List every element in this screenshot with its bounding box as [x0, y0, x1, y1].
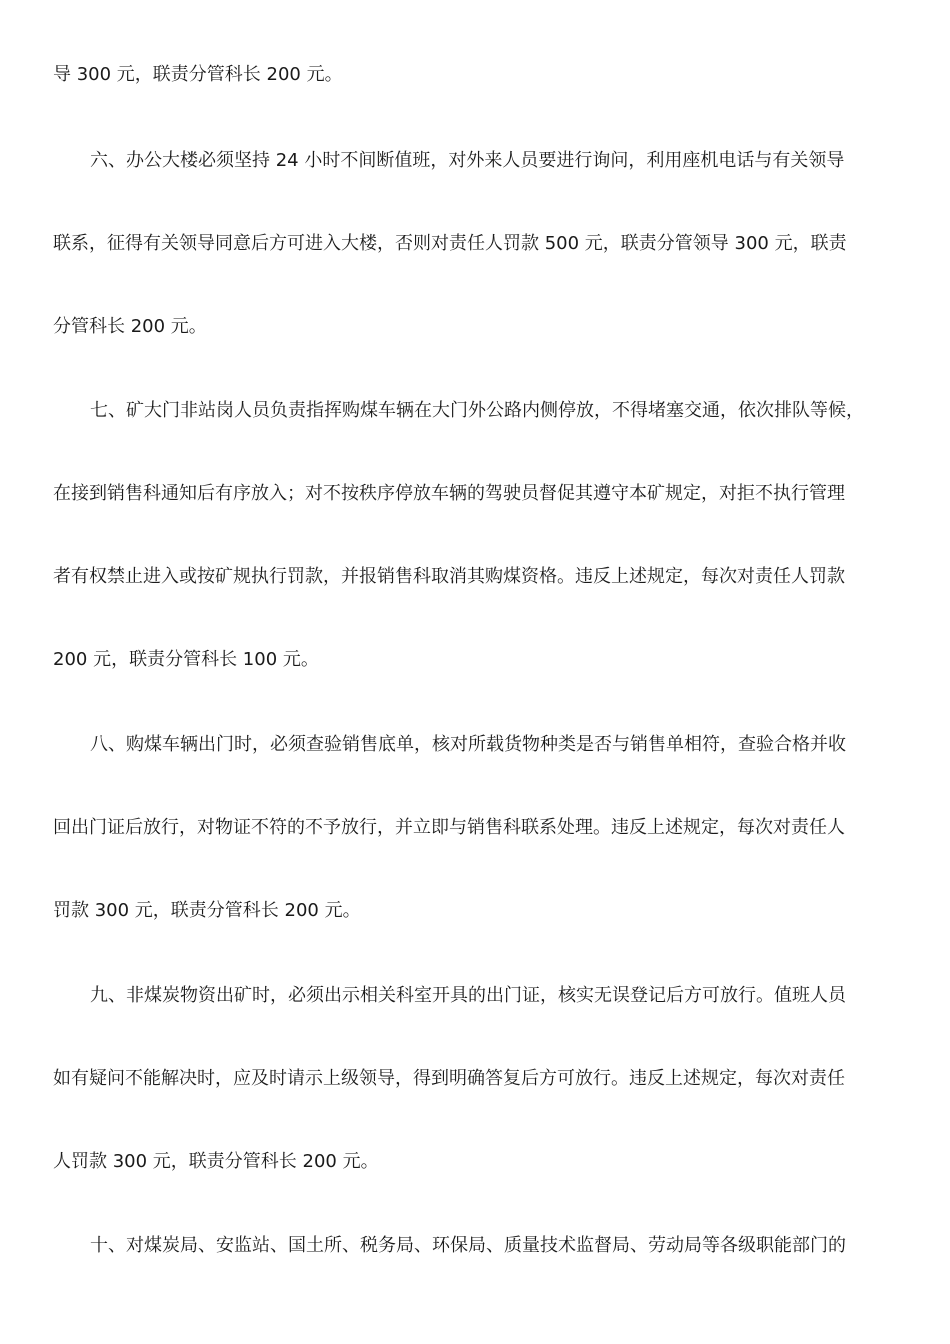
clause-9-line-2: 如有疑问不能解决时，应及时请示上级领导，得到明确答复后方可放行。违反上述规定，每次对责任 — [53, 1068, 845, 1089]
clause-8-line-1: 八、购煤车辆出门时，必须查验销售底单，核对所载货物种类是否与销售单相符，查验合格并收 — [90, 734, 846, 755]
clause-8-line-2: 回出门证后放行，对物证不符的不予放行，并立即与销售科联系处理。违反上述规定，每次对责任人 — [53, 817, 845, 838]
clause-7-line-2: 在接到销售科通知后有序放入；对不按秩序停放车辆的驾驶员督促其遵守本矿规定，对拒不执行管理 — [53, 483, 845, 504]
clause-7-line-3: 者有权禁止进入或按矿规执行罚款，并报销售科取消其购煤资格。违反上述规定，每次对责任人罚款 — [53, 566, 845, 587]
clause-7-line-4: 200 元，联责分管科长 100 元。 — [53, 649, 319, 670]
clause-6-line-2: 联系，征得有关领导同意后方可进入大楼，否则对责任人罚款 500 元，联责分管领导 300 元，联责 — [53, 233, 847, 254]
body-text-line: 导 300 元，联责分管科长 200 元。 — [53, 64, 343, 85]
clause-6-line-3: 分管科长 200 元。 — [53, 316, 207, 337]
clause-10-line-1: 十、对煤炭局、安监站、国土所、税务局、环保局、质量技术监督局、劳动局等各级职能部门的 — [90, 1235, 846, 1256]
clause-6-line-1: 六、办公大楼必须坚持 24 小时不间断值班，对外来人员要进行询问，利用座机电话与有关领导 — [90, 150, 845, 171]
clause-9-line-1: 九、非煤炭物资出矿时，必须出示相关科室开具的出门证，核实无误登记后方可放行。值班人员 — [90, 985, 846, 1006]
clause-7-line-1: 七、矿大门非站岗人员负责指挥购煤车辆在大门外公路内侧停放，不得堵塞交通，依次排队等候， — [90, 400, 864, 421]
clause-8-line-3: 罚款 300 元，联责分管科长 200 元。 — [53, 900, 361, 921]
clause-9-line-3: 人罚款 300 元，联责分管科长 200 元。 — [53, 1151, 379, 1172]
